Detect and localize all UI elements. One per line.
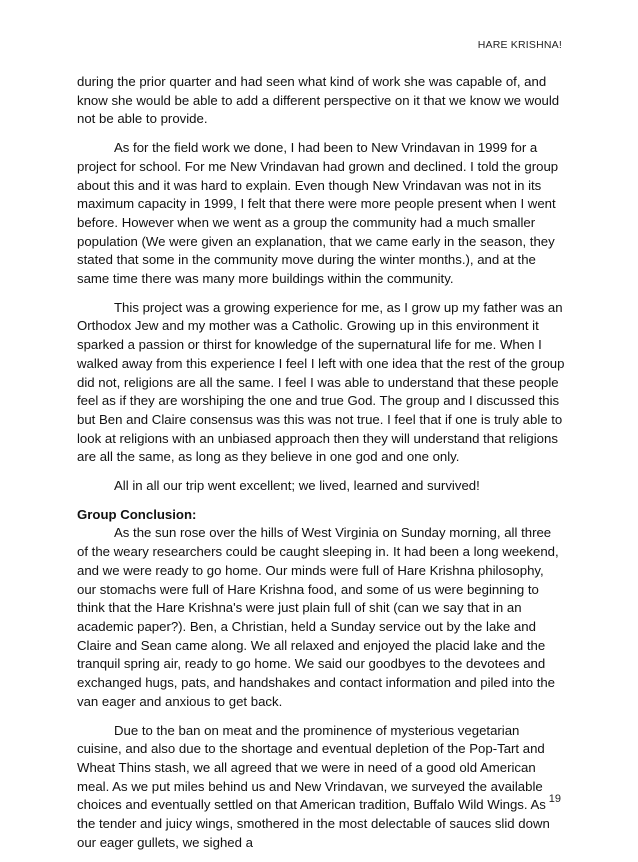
document-body — [77, 73, 565, 862]
paragraph: As for the field work we done, I had been to New Vrindavan in 1999 for a project for school. For me New Vrindavan had grown and declined. I told the group about this and it was hard to explain. Even though New Vrindavan was not in its maximum capacity in 1999, I felt that there were more people present when I went before. However when we went as a group the community had a much smaller population (We were given an explanation, that we came early in the season, they stated that some in the community move during the winter months.), and at the same time there was many more buildings within the community. — [77, 140, 559, 287]
section-heading: Group Conclusion: — [77, 506, 197, 522]
paragraph: As the sun rose over the hills of West Virginia on Sunday morning, all three of the weary researchers could be caught sleeping in. It had been a long weekend, and we were ready to go home. Our minds were full of Hare Krishna philosophy, our stomachs were full of Hare Krishna food, and some of us were beginning to think that the Hare Krishna's were just plain full of shit (can we say that in an academic paper?). Ben, a Christian, held a Sunday service out by the lake and Claire and Sean came along. We all relaxed and enjoyed the placid lake and the tranquil spring air, ready to go home. We said our goodbyes to the devotees and exchanged hugs, pats, and handshakes and contact information and piled into the van eager and anxious to get back. — [77, 525, 559, 709]
paragraph: during the prior quarter and had seen what kind of work she was capable of, and know she would be able to add a different perspective on it that we know we would not be able to provide. — [77, 74, 560, 127]
paragraph: Due to the ban on meat and the prominence of mysterious vegetarian cuisine, and also due to the shortage and eventual depletion of the Pop-Tart and Wheat Thins stash, we all agreed that we were in need of a good old American meal. As we put miles behind us and New Vrindavan, we surveyed the available choices and eventually settled on that American tradition, Buffalo Wild Wings. As the tender and juicy wings, smothered in the most delectable of sauces slid down our eager gullets, we sighed a — [77, 722, 550, 850]
header-title: HARE KRISHNA! — [477, 39, 562, 51]
paragraph: This project was a growing experience for me, as I grow up my father was an Orthodox Jew and my mother was a Catholic. Growing up in this environment it sparked a passion or thirst for knowledge of the supernatural life for me. When I walked away from this experience I feel I left with one idea that the rest of the group did not, religions are all the same. I feel I was able to understand that these people feel as if they are worshiping the one and true God. The group and I discussed this but Ben and Claire consensus was this was not true. I feel that if one is truly able to look at religions with an unbiased approach then they will understand that religions are all the same, as long as they believe in one god and one only. — [77, 299, 565, 465]
paragraph: All in all our trip went excellent; we lived, learned and survived! — [114, 478, 480, 494]
page-number: 19 — [548, 793, 561, 805]
